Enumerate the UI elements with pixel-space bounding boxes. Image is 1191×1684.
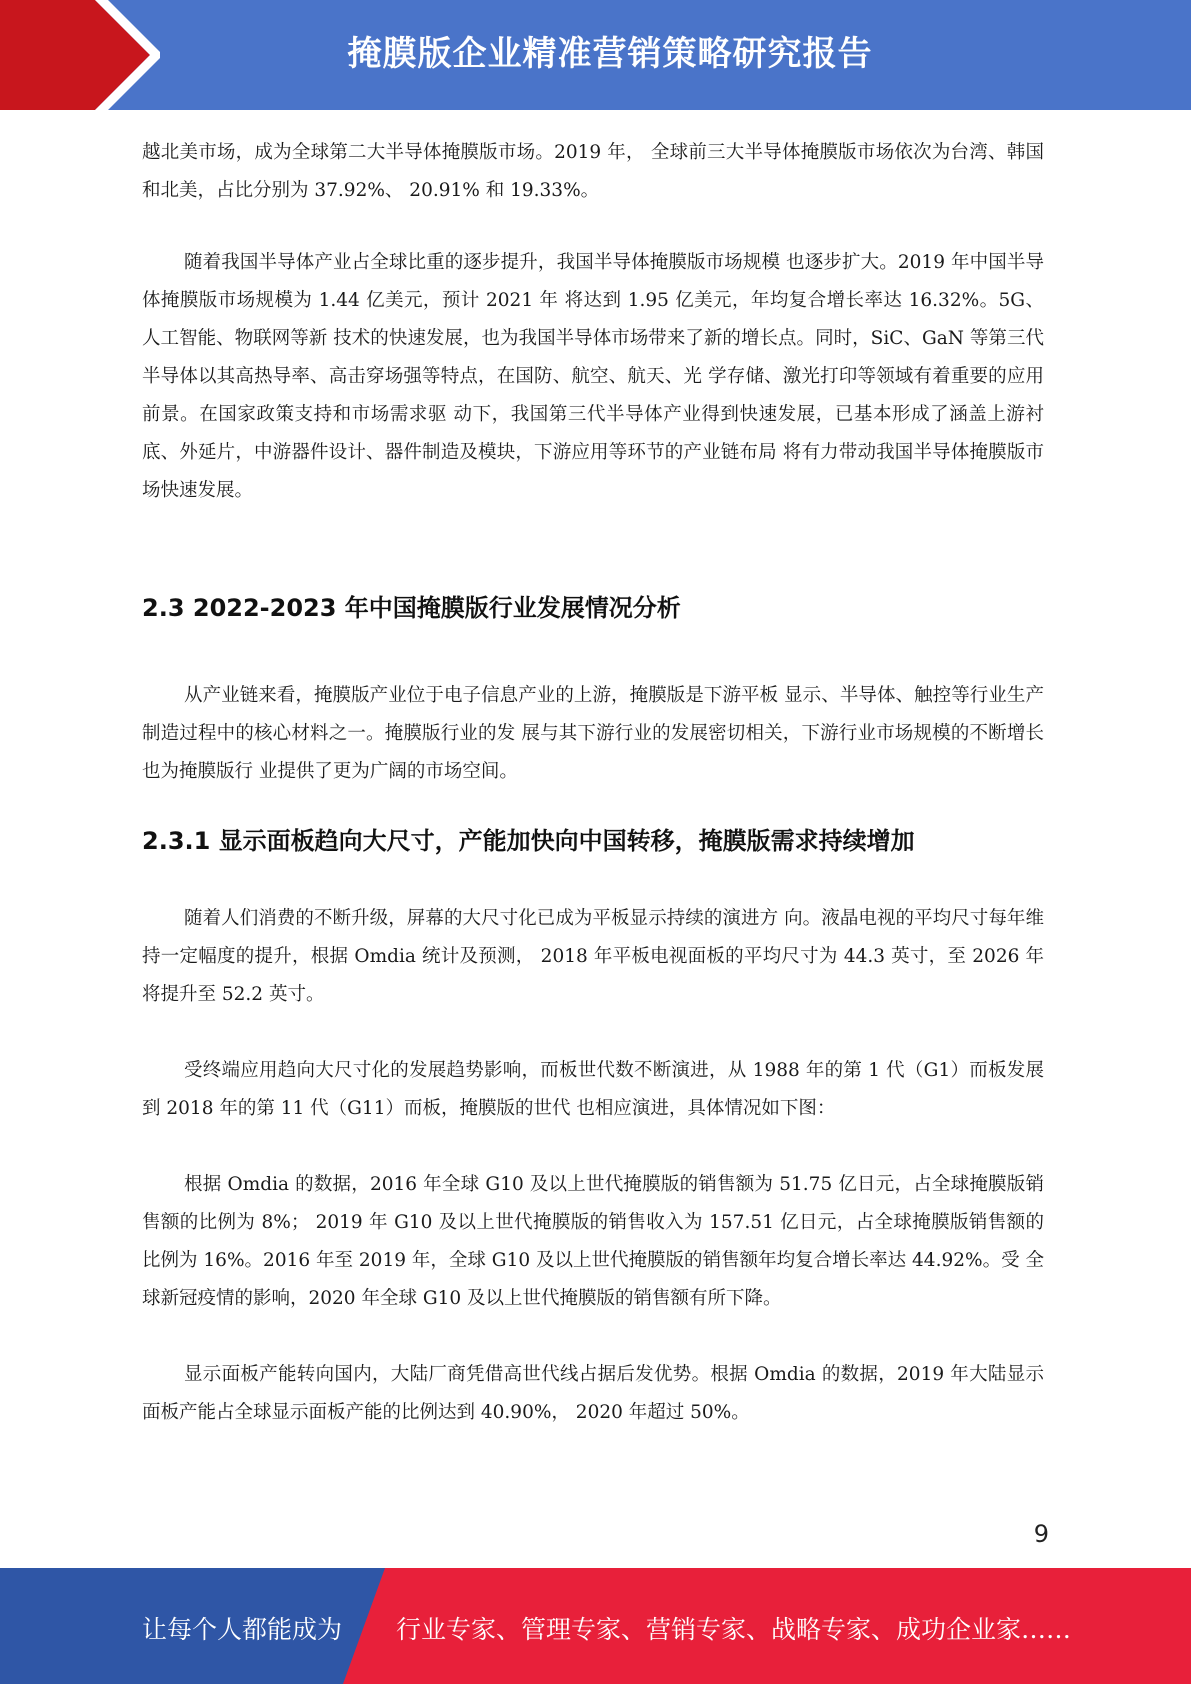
- paragraph-industry-chain: 从产业链来看，掩膜版产业位于电子信息产业的上游，掩膜版是下游平板 显示、半导体、触控等行业生产制造过程中的核心材料之一。掩膜版行业的发 展与其下游行业的发展密切相关，下游行业市场规模的不断增长也为掩膜版行 业提供了更为广阔的市场空间。: [142, 685, 1044, 782]
- footer-slogan-left: 让每个人都能成为: [142, 1615, 343, 1644]
- section-heading-2-3: 2.3 2022-2023 年中国掩膜版行业发展情况分析: [142, 594, 681, 622]
- paragraph-china-market: 随着我国半导体产业占全球比重的逐步提升，我国半导体掩膜版市场规模 也逐步扩大。2019 年中国半导体掩膜版市场规模为 1.44 亿美元，预计 2021 年 将达到 1.95 亿美元，年均复合增长率达 16.32%。5G、人工智能、物联网等新 技术的快速发展，也为我国半导体市场带来了新的增长点。同时，SiC、GaN 等第三代半导体以其高热导率、高击穿场强等特点，在国防、航空、航天、光 学存储、激光打印等领域有着重要的应用前景。在国家政策支持和市场需求驱 动下，我国第三代半导体产业得到快速发展，已基本形成了涵盖上游衬底、外延片，中游器件设计、器件制造及模块，下游应用等环节的产业链布局 将有力带动我国半导体掩膜版市场快速发展。: [142, 252, 1044, 501]
- report-title: 掩膜版企业精准营销策略研究报告: [347, 34, 873, 74]
- paragraph-panel-generation: 受终端应用趋向大尺寸化的发展趋势影响，而板世代数不断演进，从 1988 年的第 1 代（G1）而板发展到 2018 年的第 11 代（G11）而板，掩膜版的世代 也相应演进，具体情况如下图：: [142, 1060, 1044, 1119]
- page-header: [0, 0, 1191, 110]
- main-content: [142, 134, 1044, 1432]
- paragraph-capacity-shift: 显示面板产能转向国内，大陆厂商凭借高世代线占据后发优势。根据 Omdia 的数据，2019 年大陆显示面板产能占全球显示面板产能的比例达到 40.90%， 2020 年超过 50%。: [142, 1364, 1044, 1423]
- section-heading-2-3-1: 2.3.1 显示面板趋向大尺寸，产能加快向中国转移，掩膜版需求持续增加: [142, 827, 915, 855]
- paragraph-g10-sales: 根据 Omdia 的数据，2016 年全球 G10 及以上世代掩膜版的销售额为 51.75 亿日元，占全球掩膜版销售额的比例为 8%； 2019 年 G10 及以上世代掩膜版的销售收入为 157.51 亿日元，占全球掩膜版销售额的比例为 16%。2016 年至 2019 年，全球 G10 及以上世代掩膜版的销售额年均复合增长率达 44.92%。受 全球新冠疫情的影响，2020 年全球 G10 及以上世代掩膜版的销售额有所下降。: [142, 1174, 1044, 1309]
- page-footer: [0, 1568, 1191, 1684]
- header-chevron-decoration: [0, 0, 160, 110]
- page-number: 9: [1033, 1520, 1049, 1548]
- paragraph-panel-size: 随着人们消费的不断升级，屏幕的大尺寸化已成为平板显示持续的演进方 向。液晶电视的平均尺寸每年维持一定幅度的提升，根据 Omdia 统计及预测， 2018 年平板电视面板的平均尺寸为 44.3 英寸，至 2026 年将提升至 52.2 英寸。: [142, 908, 1044, 1005]
- footer-slogan-right: 行业专家、管理专家、营销专家、战略专家、成功企业家……: [396, 1615, 1072, 1644]
- paragraph-market-ranking: 越北美市场，成为全球第二大半导体掩膜版市场。2019 年， 全球前三大半导体掩膜版市场依次为台湾、韩国和北美，占比分别为 37.92%、 20.91% 和 19.33%。: [142, 142, 1044, 201]
